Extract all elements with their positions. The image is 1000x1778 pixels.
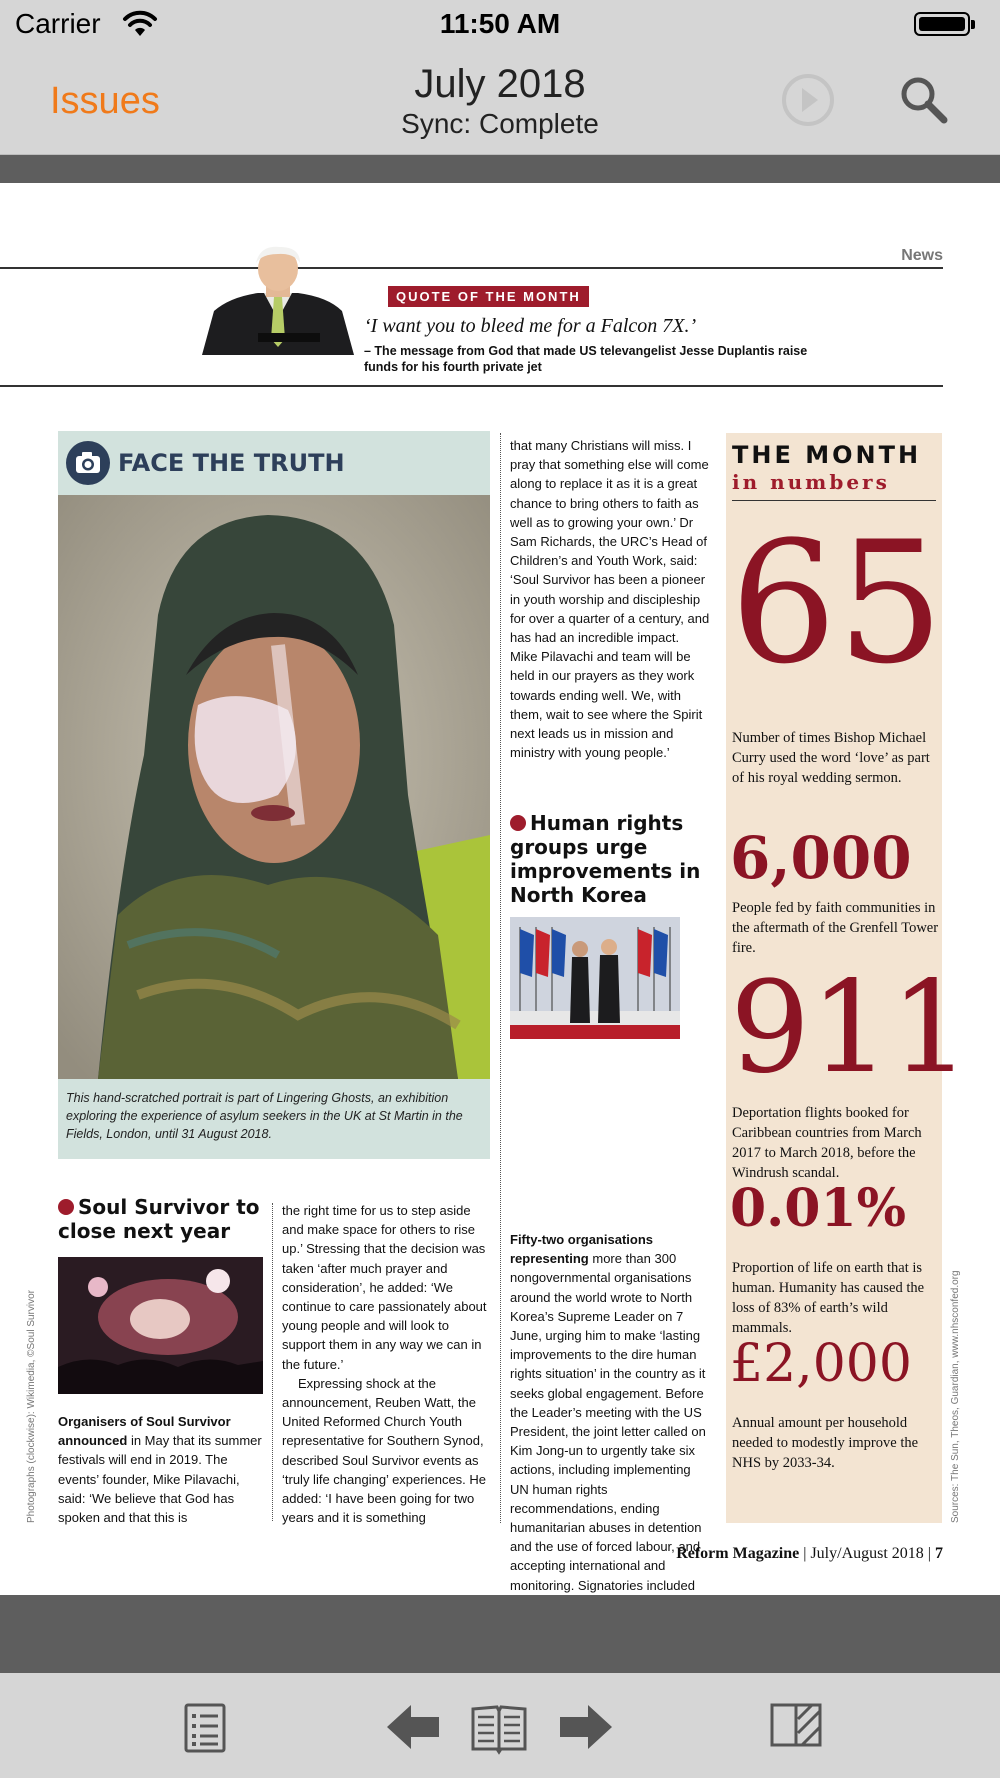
carrier-label: Carrier [15,8,101,39]
bullet-dot-icon [58,1199,74,1215]
soul-survivor-col1: Organisers of Soul Survivor announced in May that its summer festivals will end in 2019. The events’ founder, Mike Pilavachi, said: ‘We believe that God has spoken and that this is [58,1414,262,1526]
soul-survivor-col2: the right time for us to step aside and make space for others to rise up.’ Stressing that the decision was taken ‘after much prayer and consideration’, he added: ‘We continue to care passionately about young people and will look to support them in any way we can in the future.’ Expressing shock at the announcement, Reuben Watt, the United Reformed Church Youth representative for Southern Synod, described Soul Survivor events as ‘truly life changing’ experiences. He added: ‘I have been going for two years and it is something [282,1203,487,1526]
soul-survivor-headline: Soul Survivor to close next year [58,1195,260,1243]
stat-value: 0.01% [730,1178,907,1239]
soul-survivor-continued: that many Christians will miss. I pray that something else will come along to replace it as it is a great chance to bring others to faith as well as to growing your own.’ Dr Sam Richards, the URC’s Head of Children’s and Youth Work, said: ‘Soul Survivor has been a pioneer in youth worship and discipleship for over a quarter of a century, and has had an incredible impact. Mike Pilavachi and team will be held in our prayers as they work towards ending well. We, with them, wait to see where the Spirit next leads us in mission and ministry with young people.’ [510,438,710,761]
contents-list-icon[interactable] [184,1703,226,1753]
numbers-rule [732,500,936,501]
north-korea-photo [510,917,680,1039]
bottom-toolbar [0,1673,1000,1778]
reading-view-icon[interactable] [470,1703,528,1753]
stat-value: 911 [730,954,971,1101]
stat-description: Annual amount per household needed to modestly improve the NHS by 2033-34. [732,1415,919,1471]
column-rule-1 [500,433,501,1523]
stat-description: Deportation flights booked for Caribbean countries from March 2017 to March 2018, before the Windrush scandal. [732,1105,922,1181]
stat-value: £2,000 [730,1334,912,1394]
photo-credit: Photographs (clockwise): Wikimedia, ©Soul Survivor [26,1289,37,1523]
stat-value: 6,000 [730,824,912,892]
page-footer: Reform Magazine | July/August 2018 | 7 [676,1545,943,1562]
face-the-truth-title: FACE THE TRUTH [118,449,345,477]
next-page-icon[interactable] [558,1703,614,1751]
camera-icon [66,441,110,485]
issues-back-button[interactable]: Issues [50,80,160,122]
page-bottom-gutter [0,1595,1000,1673]
issue-title: July 2018 [414,62,586,106]
battery-icon [914,12,970,36]
page-layout-icon[interactable] [770,1703,822,1747]
festival-photo [58,1257,263,1394]
face-the-truth-panel [58,431,490,1159]
portrait-photo [58,495,490,1079]
status-bar [0,0,1000,50]
previous-page-icon[interactable] [385,1703,441,1751]
numbers-subtitle: in numbers [732,470,890,494]
north-korea-body: Fifty-two organisations representing more than 300 nongovernmental organisations around the world wrote to North Korea’s Supreme Leader on 7 June, urging him to make ‘lasting improvements to the dire human rights situation’ in the country as it seeks global engagement. Before the Leader’s meeting with the US President, the joint letter called on Kim Jong-un to urgently take six actions, including implementing UN human rights recommendations, ending humanitarian abuses in detention and the use of forced labour, and accepting international and monitoring. Signatories included [510,1230,710,1672]
televangelist-photo [200,247,356,355]
portrait-caption: This hand-scratched portrait is part of Lingering Ghosts, an exhibition exploring the experience of asylum seekers in the UK at St Martin in the Fields, London, until 31 August 2018. [66,1091,463,1141]
stat-description: Proportion of life on earth that is human. Humanity has caused the loss of 83% of earth’s wild mammals. [732,1260,925,1336]
section-label: News [901,247,943,264]
quote-badge: QUOTE OF THE MONTH [388,286,589,307]
magazine-page[interactable] [0,183,1000,1595]
face-the-truth-header [58,431,490,495]
header-rule-bottom [0,385,943,387]
sources-credit: Sources: The Sun, Theos, Guardian, www.nhsconfed.org [950,1270,961,1523]
nav-bar [0,50,1000,155]
column-rule-2 [272,1203,273,1521]
quote-text: ‘I want you to bleed me for a Falcon 7X.’ [364,315,697,337]
numbers-title: THE MONTH [732,441,922,469]
bullet-dot-icon [510,815,526,831]
stat-value: 65 [730,505,944,701]
soul-survivor-col3 [510,436,710,762]
sync-status: Sync: Complete [401,108,599,139]
page-top-gutter [0,155,1000,183]
stat-description: People fed by faith communities in the aftermath of the Grenfell Tower fire. [732,900,939,956]
header-rule-top [0,267,943,269]
play-icon[interactable] [780,72,836,128]
quote-credit: – The message from God that made US televangelist Jesse Duplantis raise funds for his fourth private jet [364,344,808,374]
north-korea-headline: Human rights groups urge improvements in North Korea [510,811,701,907]
clock: 11:50 AM [439,8,561,39]
search-icon[interactable] [896,72,952,128]
stat-description: Number of times Bishop Michael Curry used the word ‘love’ as part of his royal wedding sermon. [732,730,930,786]
